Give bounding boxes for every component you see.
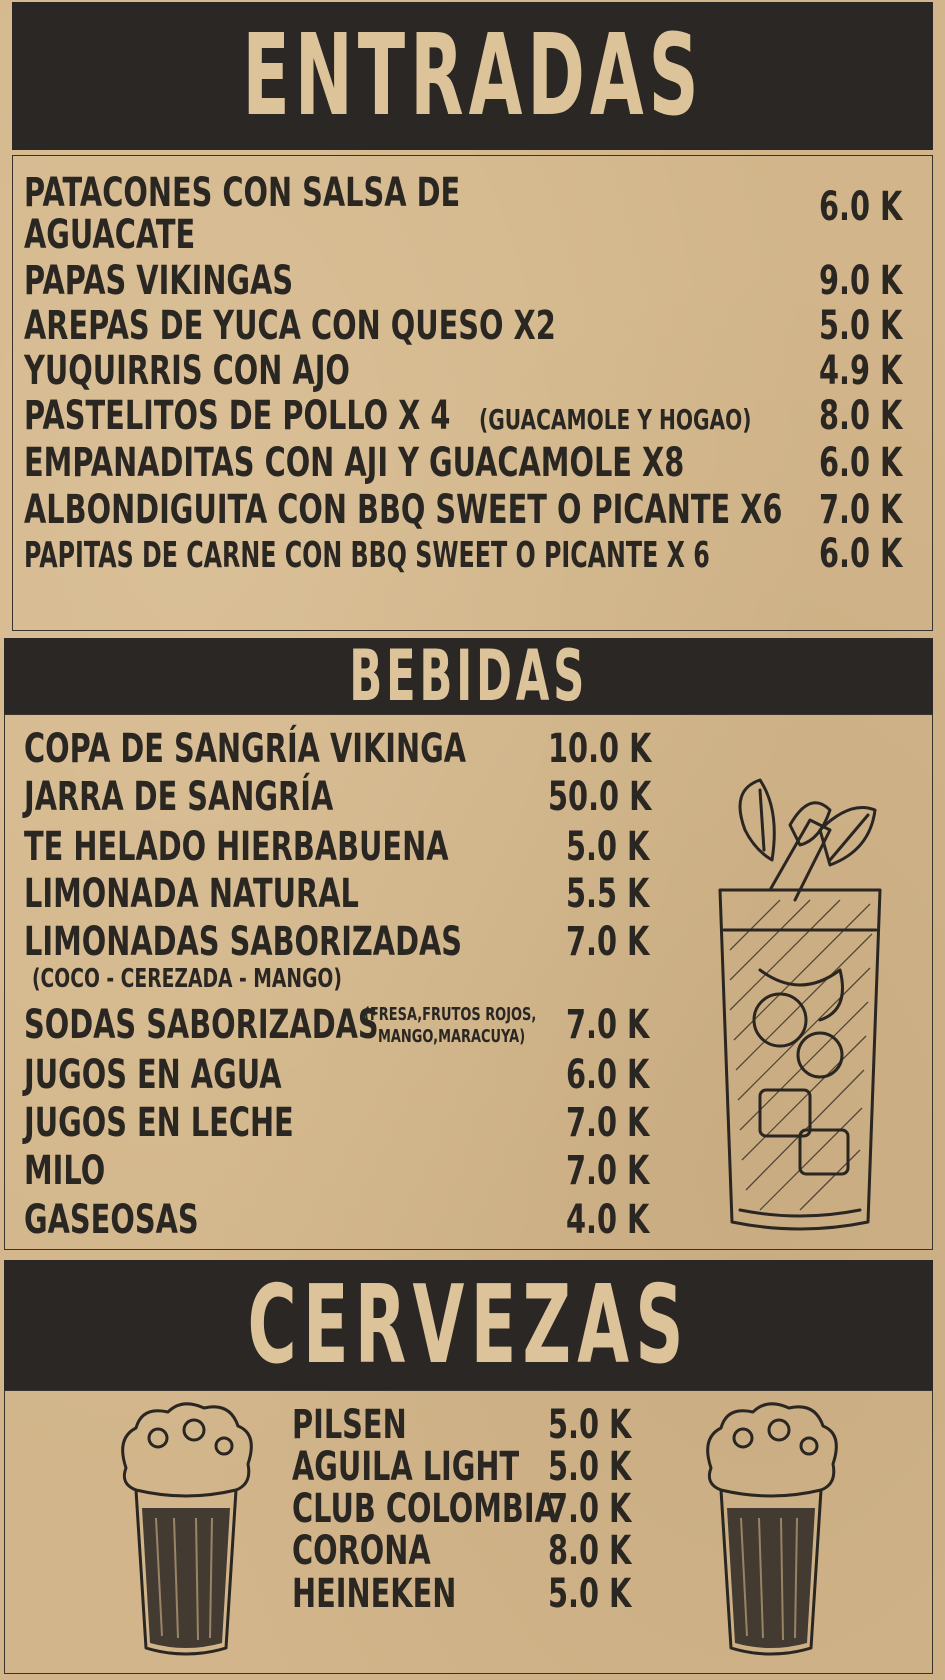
item-price: 7.0 K	[566, 1100, 650, 1146]
item-name: PATACONES CON SALSA DE	[24, 170, 461, 216]
item-price: 7.0 K	[548, 1486, 632, 1532]
bebidas-header	[4, 635, 933, 717]
item-price: 7.0 K	[566, 1002, 650, 1048]
list-item	[24, 919, 650, 995]
item-name: COPA DE SANGRÍA VIKINGA	[24, 726, 467, 772]
item-name: GASEOSAS	[24, 1197, 199, 1243]
list-item	[24, 303, 914, 347]
list-item	[24, 258, 914, 302]
cervezas-title: CERVEZAS	[247, 1262, 690, 1388]
item-name: JUGOS EN AGUA	[24, 1052, 282, 1098]
list-item	[24, 824, 650, 870]
list-item	[24, 393, 914, 437]
list-item	[24, 726, 652, 772]
item-name: AGUACATE	[24, 212, 196, 258]
item-name: LIMONADAS SABORIZADAS	[24, 919, 463, 965]
item-price: 5.5 K	[566, 871, 650, 917]
list-item	[24, 1052, 650, 1098]
list-item	[292, 1444, 632, 1488]
cocktail-glass-icon	[700, 770, 900, 1240]
item-name: PAPAS VIKINGAS	[24, 258, 294, 304]
list-item	[24, 1100, 650, 1146]
item-price: 5.0 K	[548, 1402, 632, 1448]
bebidas-title: BEBIDAS	[349, 635, 588, 717]
list-item	[24, 487, 914, 531]
list-item	[24, 1002, 650, 1052]
list-item	[292, 1571, 632, 1615]
item-price: 6.0 K	[819, 440, 903, 486]
item-price: 6.0 K	[819, 184, 903, 230]
cervezas-header	[4, 1260, 933, 1390]
item-name: SODAS SABORIZADAS	[24, 1002, 379, 1048]
entradas-title: ENTRADAS	[241, 11, 704, 141]
entradas-header	[12, 2, 933, 150]
item-price: 5.0 K	[566, 824, 650, 870]
item-price: 7.0 K	[566, 1148, 650, 1194]
item-name: LIMONADA NATURAL	[24, 871, 359, 917]
item-note: MANGO,MARACUYA)	[378, 1026, 526, 1047]
list-item	[24, 440, 914, 484]
item-name: TE HELADO HIERBABUENA	[24, 824, 449, 870]
list-item	[24, 1148, 650, 1194]
item-name: MILO	[24, 1148, 106, 1194]
beer-glass-left-icon	[112, 1398, 262, 1663]
item-price: 6.0 K	[566, 1052, 650, 1098]
item-name: PAPITAS DE CARNE CON BBQ SWEET O PICANTE X 6	[24, 535, 710, 576]
item-price: 9.0 K	[819, 258, 903, 304]
list-item	[24, 531, 914, 579]
item-name: AGUILA LIGHT	[292, 1444, 520, 1490]
item-price: 4.9 K	[819, 348, 903, 394]
list-item	[24, 774, 652, 820]
item-price: 5.0 K	[819, 303, 903, 349]
item-name: JARRA DE SANGRÍA	[24, 774, 334, 820]
item-name: CORONA	[292, 1528, 431, 1574]
item-note: (COCO - CEREZADA - MANGO)	[32, 964, 342, 994]
list-item	[24, 348, 914, 392]
item-name: AREPAS DE YUCA CON QUESO X2	[24, 303, 556, 349]
item-note: (FRESA,FRUTOS ROJOS,	[364, 1004, 537, 1025]
item-price: 7.0 K	[819, 487, 903, 533]
item-name: CLUB COLOMBIA	[292, 1486, 557, 1532]
list-item	[24, 871, 650, 917]
item-name: PASTELITOS DE POLLO X 4	[24, 393, 451, 439]
list-item	[292, 1402, 632, 1446]
item-price: 6.0 K	[819, 531, 903, 577]
item-price: 4.0 K	[566, 1197, 650, 1243]
list-item	[24, 1197, 650, 1243]
item-price: 7.0 K	[566, 919, 650, 965]
item-name: HEINEKEN	[292, 1571, 457, 1617]
item-note: (GUACAMOLE Y HOGAO)	[479, 403, 752, 436]
item-name: JUGOS EN LECHE	[24, 1100, 294, 1146]
item-name: YUQUIRRIS CON AJO	[24, 348, 350, 394]
item-price: 50.0 K	[548, 774, 652, 820]
list-item	[292, 1528, 632, 1572]
list-item	[292, 1486, 632, 1530]
list-item	[24, 170, 914, 258]
item-price: 8.0 K	[819, 393, 903, 439]
beer-glass-right-icon	[697, 1398, 847, 1663]
item-price: 5.0 K	[548, 1444, 632, 1490]
item-price: 5.0 K	[548, 1571, 632, 1617]
item-name: EMPANADITAS CON AJI Y GUACAMOLE X8	[24, 440, 685, 486]
item-price: 8.0 K	[548, 1528, 632, 1574]
item-name: PILSEN	[292, 1402, 407, 1448]
item-price: 10.0 K	[548, 726, 652, 772]
item-name: ALBONDIGUITA CON BBQ SWEET O PICANTE X6	[24, 487, 783, 533]
